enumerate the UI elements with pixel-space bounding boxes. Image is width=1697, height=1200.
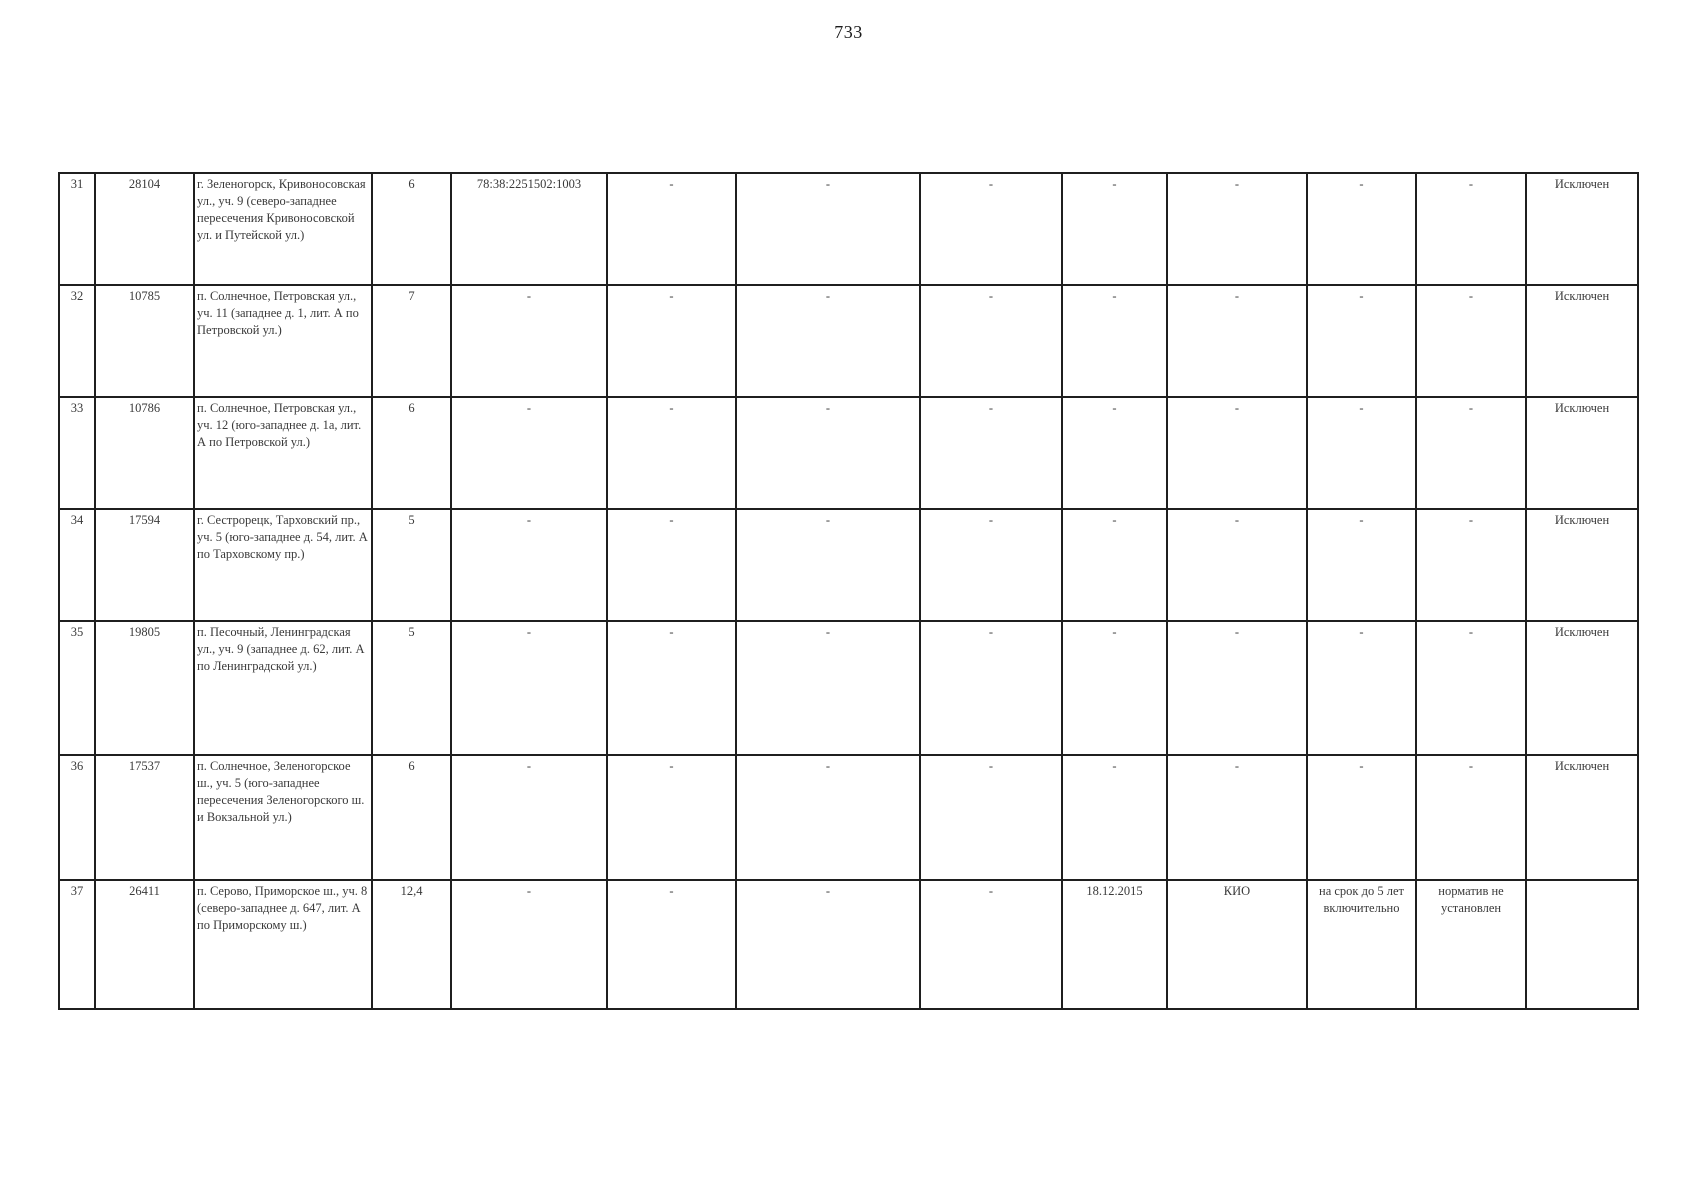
cell-address: г. Зеленогорск, Кривоносовская ул., уч. 9 (северо-западнее пересечения Кривоносовской ул. и Путейской ул.) [194,173,372,285]
cell-num: 34 [59,509,95,621]
page-number: 733 [834,22,863,42]
cell-col10: - [1167,621,1307,755]
cell-col11: на срок до 5 лет включительно [1307,880,1416,1009]
cell-col12: норматив не установлен [1416,880,1526,1009]
cell-status: Исключен [1526,755,1638,880]
table-row [59,173,1638,285]
cell-col7: - [736,755,920,880]
cell-col5: - [451,285,607,397]
cell-col12: - [1416,755,1526,880]
cell-col10: КИО [1167,880,1307,1009]
cell-col8: - [920,880,1062,1009]
cell-col8: - [920,173,1062,285]
cell-num: 36 [59,755,95,880]
cell-col5: - [451,397,607,509]
cell-status [1526,880,1638,1009]
cell-col5: - [451,880,607,1009]
cell-col6: - [607,397,736,509]
cell-col8: - [920,509,1062,621]
cell-address: п. Серово, Приморское ш., уч. 8 (северо-западнее д. 647, лит. А по Приморскому ш.) [194,880,372,1009]
cell-col10: - [1167,173,1307,285]
cell-col4: 5 [372,509,451,621]
cell-code: 28104 [95,173,194,285]
cell-col10: - [1167,755,1307,880]
table-row [59,397,1638,509]
cell-col7: - [736,880,920,1009]
cell-status: Исключен [1526,509,1638,621]
cell-col9: - [1062,285,1167,397]
cell-col12: - [1416,173,1526,285]
cell-status: Исключен [1526,173,1638,285]
cell-col7: - [736,285,920,397]
table-row [59,755,1638,880]
cell-col10: - [1167,285,1307,397]
cell-col9: - [1062,509,1167,621]
cell-col6: - [607,285,736,397]
cell-col12: - [1416,621,1526,755]
cell-col7: - [736,509,920,621]
registry-table [58,172,1639,1010]
cell-col4: 6 [372,397,451,509]
cell-code: 17594 [95,509,194,621]
cell-col4: 7 [372,285,451,397]
cell-col4: 6 [372,755,451,880]
cell-code: 10785 [95,285,194,397]
cell-col4: 12,4 [372,880,451,1009]
cell-col6: - [607,880,736,1009]
cell-col9: - [1062,621,1167,755]
table-row [59,509,1638,621]
cell-col9: - [1062,755,1167,880]
cell-status: Исключен [1526,621,1638,755]
cell-col5: 78:38:2251502:1003 [451,173,607,285]
table-row [59,880,1638,1009]
cell-col10: - [1167,397,1307,509]
table-row [59,621,1638,755]
table-row [59,285,1638,397]
cell-num: 37 [59,880,95,1009]
cell-col9: - [1062,173,1167,285]
cell-address: г. Сестрорецк, Тарховский пр., уч. 5 (юго-западнее д. 54, лит. А по Тарховскому пр.) [194,509,372,621]
cell-col11: - [1307,285,1416,397]
cell-address: п. Солнечное, Петровская ул., уч. 11 (западнее д. 1, лит. А по Петровской ул.) [194,285,372,397]
cell-col7: - [736,173,920,285]
cell-col7: - [736,621,920,755]
cell-code: 17537 [95,755,194,880]
cell-code: 19805 [95,621,194,755]
cell-col8: - [920,397,1062,509]
cell-col11: - [1307,509,1416,621]
cell-address: п. Солнечное, Петровская ул., уч. 12 (юго-западнее д. 1а, лит. А по Петровской ул.) [194,397,372,509]
cell-col6: - [607,509,736,621]
cell-col8: - [920,755,1062,880]
cell-col12: - [1416,285,1526,397]
cell-col9: 18.12.2015 [1062,880,1167,1009]
cell-status: Исключен [1526,397,1638,509]
cell-col4: 5 [372,621,451,755]
cell-address: п. Песочный, Ленинградская ул., уч. 9 (западнее д. 62, лит. А по Ленинградской ул.) [194,621,372,755]
cell-col8: - [920,285,1062,397]
cell-col6: - [607,621,736,755]
cell-col12: - [1416,397,1526,509]
cell-col12: - [1416,509,1526,621]
cell-num: 32 [59,285,95,397]
cell-col4: 6 [372,173,451,285]
cell-col6: - [607,755,736,880]
cell-col10: - [1167,509,1307,621]
cell-num: 31 [59,173,95,285]
cell-col11: - [1307,173,1416,285]
cell-col9: - [1062,397,1167,509]
cell-address: п. Солнечное, Зеленогорское ш., уч. 5 (юго-западнее пересечения Зеленогорского ш. и Вокзальной ул.) [194,755,372,880]
cell-code: 26411 [95,880,194,1009]
cell-col11: - [1307,621,1416,755]
cell-col5: - [451,621,607,755]
cell-num: 33 [59,397,95,509]
cell-col5: - [451,755,607,880]
cell-col11: - [1307,397,1416,509]
cell-status: Исключен [1526,285,1638,397]
cell-code: 10786 [95,397,194,509]
cell-col5: - [451,509,607,621]
cell-col7: - [736,397,920,509]
cell-col11: - [1307,755,1416,880]
cell-col6: - [607,173,736,285]
cell-num: 35 [59,621,95,755]
cell-col8: - [920,621,1062,755]
